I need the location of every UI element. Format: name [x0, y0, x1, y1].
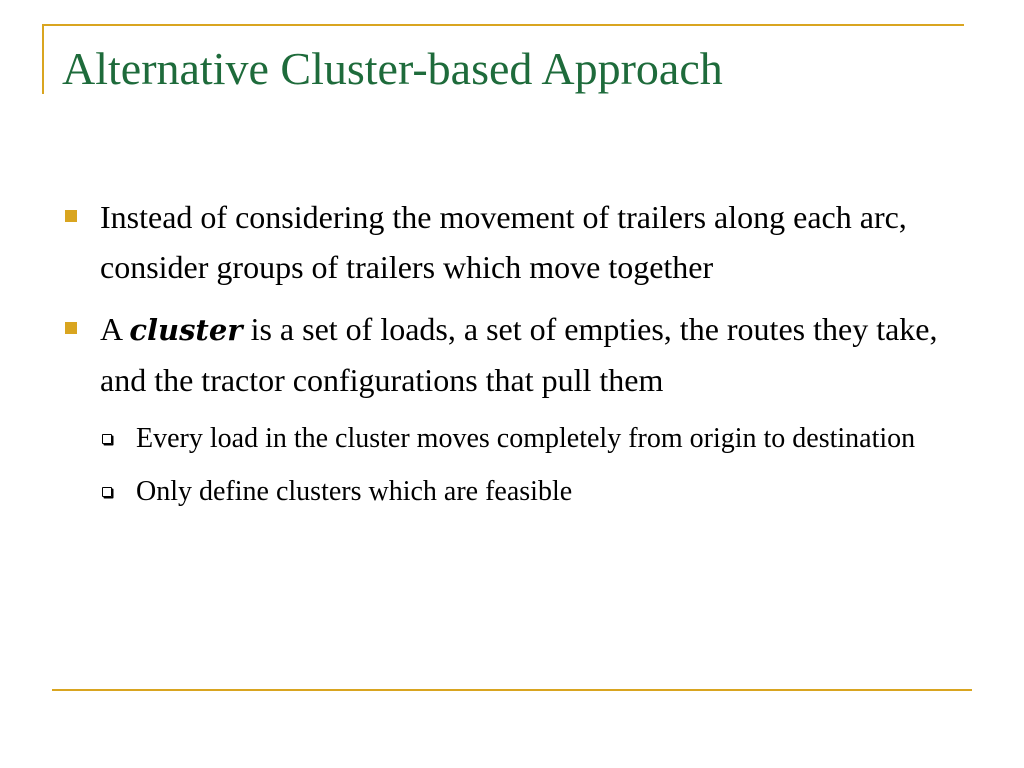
bottom-rule	[52, 689, 972, 691]
bullet-emphasis-term: cluster	[129, 313, 243, 347]
sub-bullet-text: Only define clusters which are feasible	[136, 476, 573, 507]
bullet-text-prefix: A	[100, 311, 130, 347]
bullet-item	[62, 192, 962, 292]
sub-bullet-text: Every load in the cluster moves completely from origin to destination	[136, 423, 916, 454]
sub-bullet-list	[100, 417, 962, 513]
sub-bullet-item	[100, 470, 962, 513]
square-bullet-icon	[65, 322, 77, 334]
sub-bullet-item	[100, 417, 962, 460]
left-rule	[42, 24, 44, 94]
bullet-text: Instead of considering the movement of trailers along each arc, consider groups of trailers which move together	[100, 199, 907, 285]
bullet-item	[62, 304, 962, 405]
bullet-text-suffix: is a set of loads, a set of empties, the routes they take, and the tractor configurations that pull them	[100, 311, 938, 398]
hollow-square-bullet-icon	[102, 487, 112, 497]
square-bullet-icon	[65, 210, 77, 222]
slide-title: Alternative Cluster-based Approach	[62, 43, 723, 94]
hollow-square-bullet-icon	[102, 434, 112, 444]
top-rule	[42, 24, 964, 26]
bullet-list	[62, 192, 962, 523]
